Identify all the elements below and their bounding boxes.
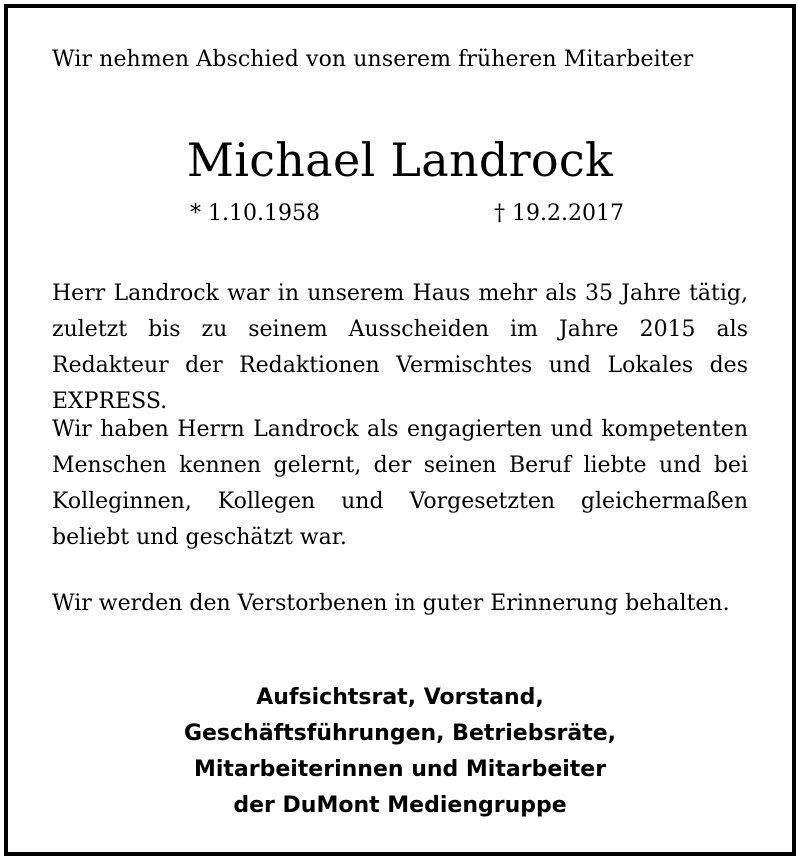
- intro-line: Wir nehmen Abschied von unserem früheren Mitarbeiter: [52, 47, 694, 72]
- death-date: † 19.2.2017: [494, 201, 624, 226]
- signoff-line: Geschäftsführungen, Betriebsräte,: [183, 721, 617, 746]
- signoff-block: [8, 680, 792, 824]
- deceased-name: Michael Landrock: [186, 133, 614, 187]
- paragraph-remembrance: Wir werden den Verstorbenen in guter Erinnerung behalten.: [52, 591, 730, 616]
- paragraph-character: Wir haben Herrn Landrock als engagierten und kompetenten Menschen kennen gelernt, der seinen Beruf liebte und bei Kolleginnen, Kollegen und Vorgesetzten gleichermaßen beliebt und geschätzt war.: [52, 417, 748, 550]
- birth-date: * 1.10.1958: [190, 201, 320, 226]
- signoff-line: Aufsichtsrat, Vorstand,: [256, 685, 544, 710]
- paragraph-career: Herr Landrock war in unserem Haus mehr als 35 Jahre tätig, zuletzt bis zu seinem Ausscheiden im Jahre 2015 als Redakteur der Redaktionen Vermischtes und Lokales des EXPRESS.: [52, 281, 748, 414]
- signoff-line: der DuMont Mediengruppe: [233, 793, 567, 818]
- obituary-frame: [4, 4, 796, 856]
- signoff-line: Mitarbeiterinnen und Mitarbeiter: [193, 757, 607, 782]
